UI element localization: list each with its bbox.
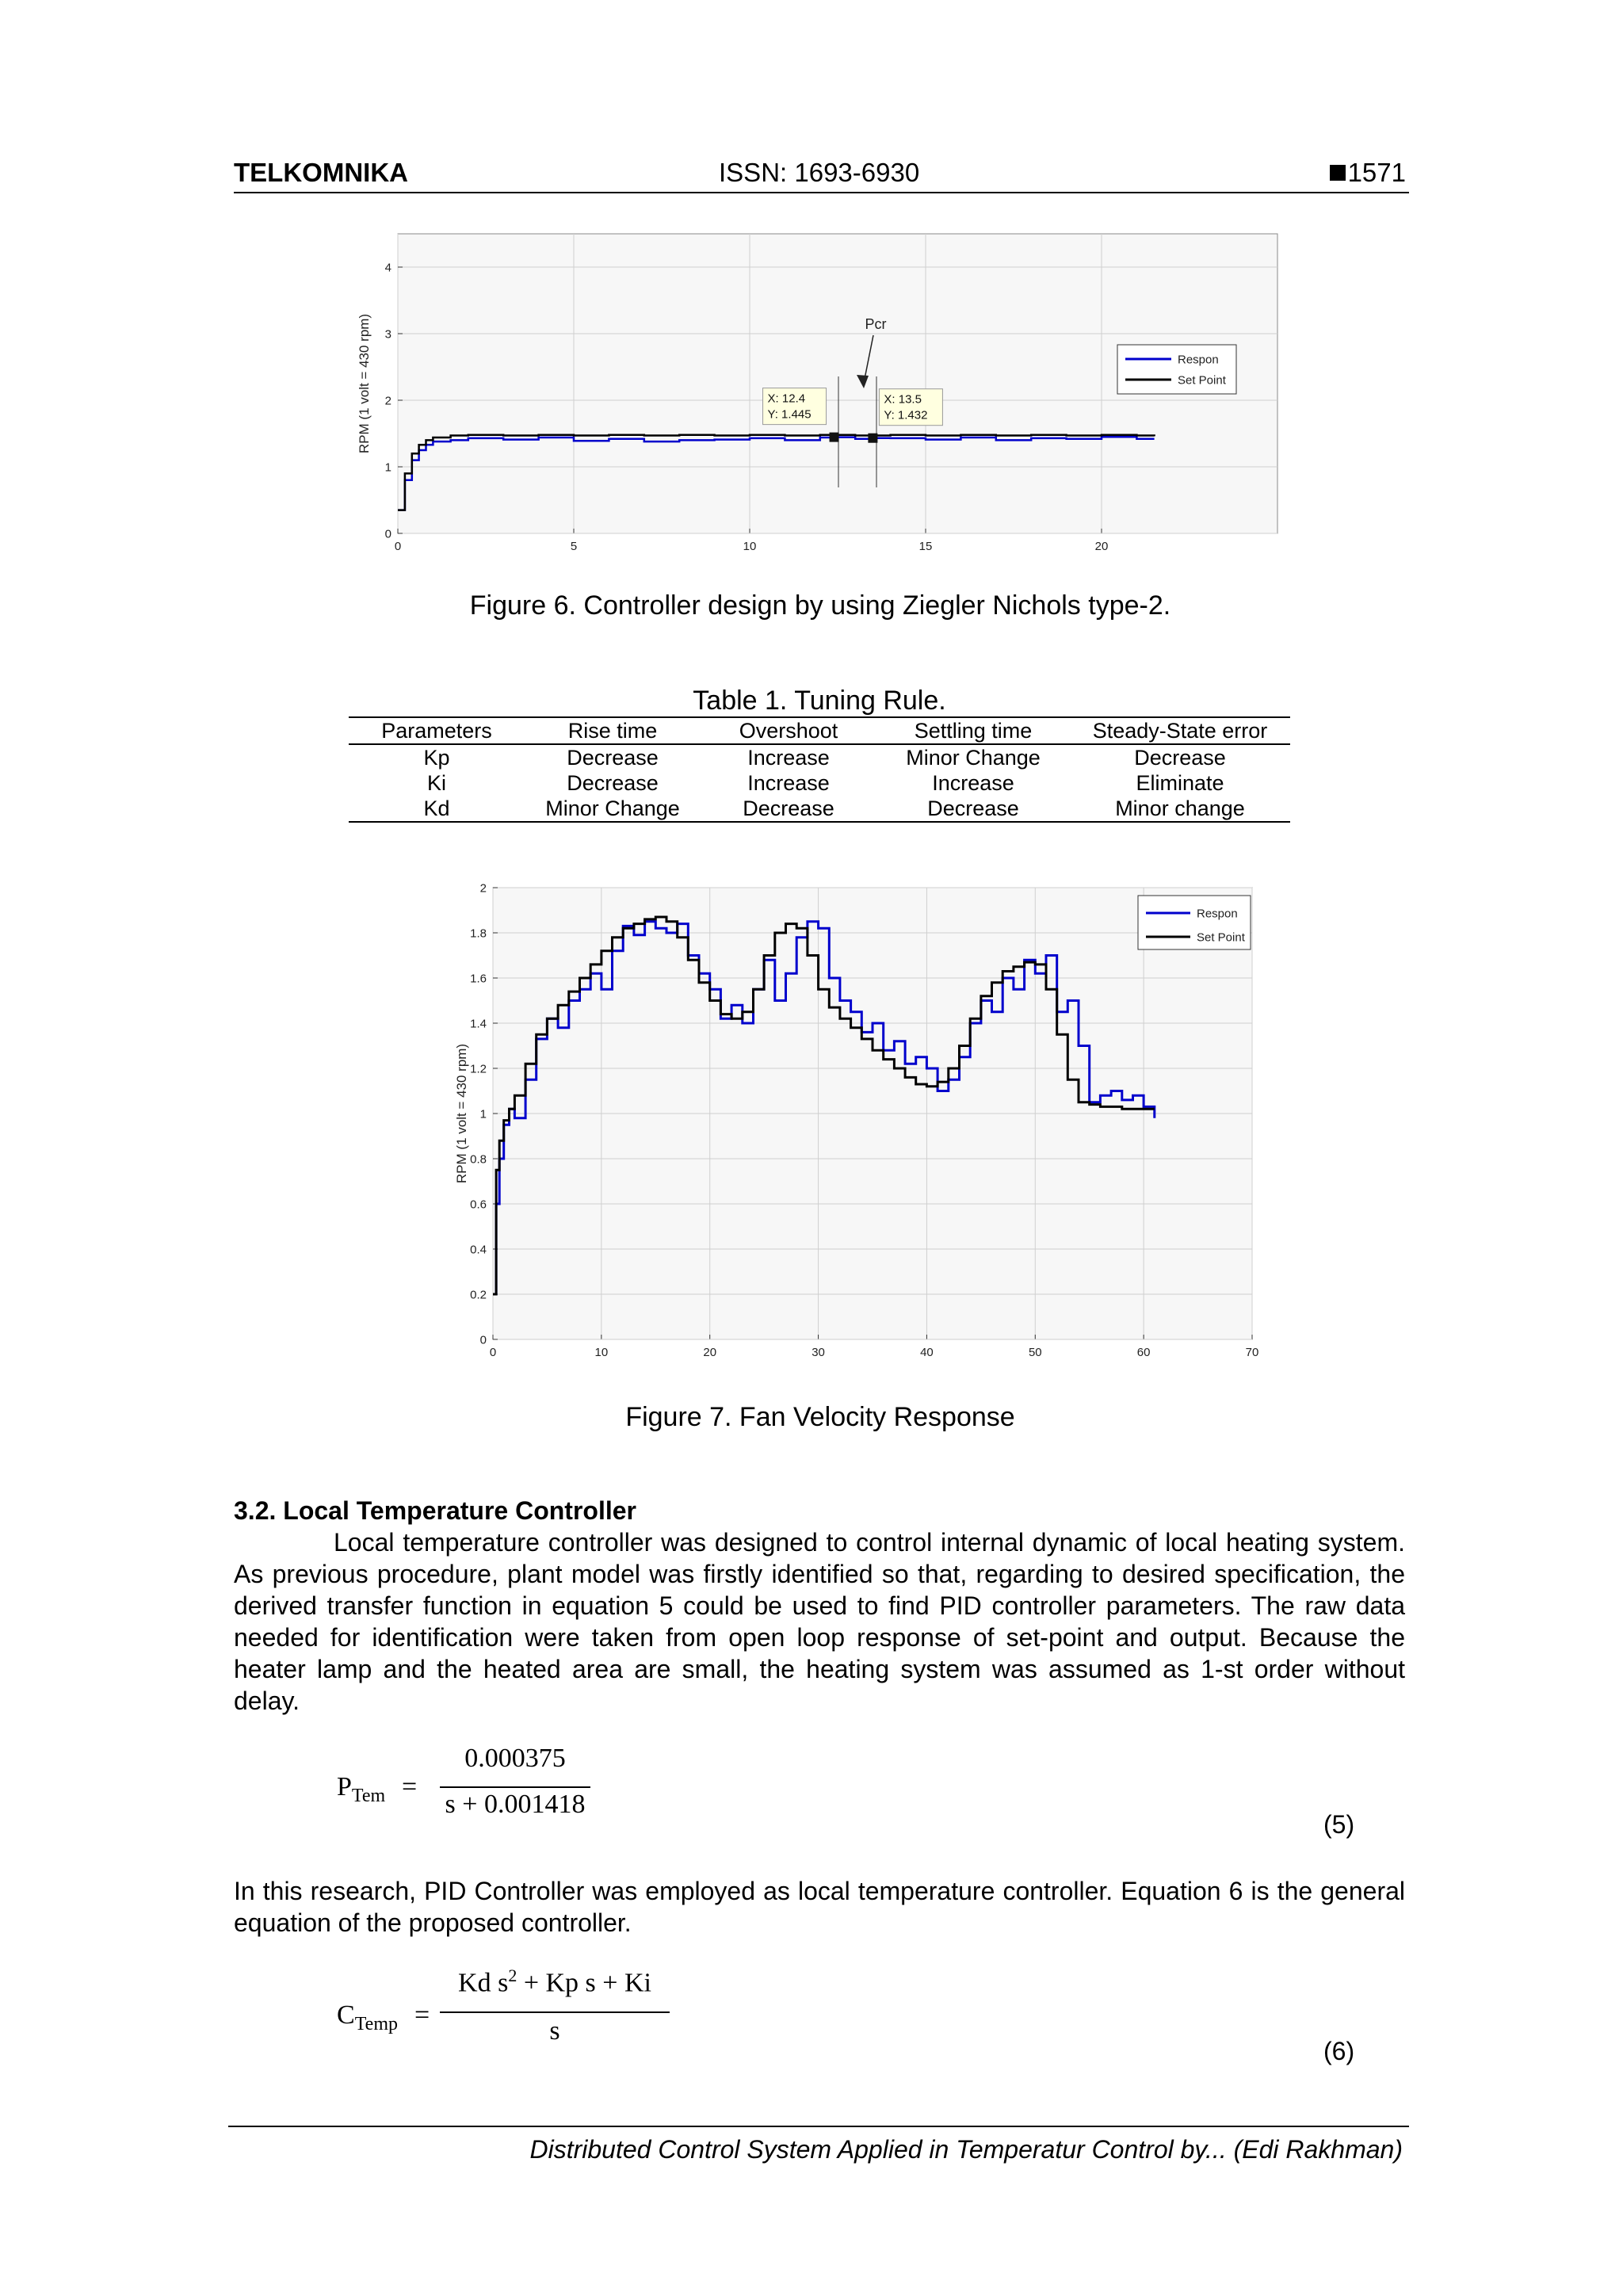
- journal-name: TELKOMNIKA: [234, 158, 408, 187]
- section-title: 3.2. Local Temperature Controller: [234, 1496, 636, 1525]
- datatip-x-text: X: 12.4: [767, 392, 806, 406]
- page-footer: Distributed Control System Applied in Temperatur Control by... (Edi Rakhman): [529, 2135, 1403, 2164]
- equation-5: [337, 1744, 622, 1836]
- table-cell: Increase: [747, 746, 830, 770]
- x-tick-label: 10: [594, 1346, 609, 1359]
- table-header-cell: Settling time: [914, 719, 1033, 743]
- table-row: [349, 796, 1290, 822]
- table-cell: Minor Change: [906, 746, 1041, 770]
- x-tick-label: 30: [812, 1346, 825, 1359]
- equation-6: [337, 1966, 670, 2064]
- y-axis-label: RPM (1 volt = 430 rpm): [357, 313, 372, 454]
- x-tick-label: 0: [489, 1346, 497, 1359]
- equation-5-number: (5): [1323, 1810, 1355, 1839]
- tuning-rule-table: [349, 716, 1290, 823]
- table-cell: Ki: [426, 771, 446, 795]
- legend-label: Set Point: [1197, 930, 1245, 945]
- table-cell: Kd: [423, 797, 450, 820]
- table-cell: Decrease: [567, 771, 659, 795]
- table-cell: Decrease: [743, 797, 834, 820]
- table-cell: Increase: [747, 771, 830, 795]
- eq6-lhs-symbol: C: [337, 2000, 355, 2030]
- eq5-numerator: 0.000375: [464, 1744, 566, 1773]
- figure-6-caption: Figure 6. Controller design by using Ziegler Nichols type-2.: [469, 590, 1171, 621]
- figure-7-caption: Figure 7. Fan Velocity Response: [625, 1402, 1015, 1432]
- datatip-y-text: Y: 1.445: [767, 407, 812, 422]
- equals-sign: =: [414, 2000, 430, 2030]
- square-bullet-icon: [1330, 165, 1346, 181]
- x-tick-label: 50: [1028, 1346, 1042, 1359]
- page-header: [234, 157, 1409, 193]
- paragraph-text: In this research, PID Controller was employed as local temperature controller. Equation 6 is the general equation of the proposed controller.: [234, 1877, 1405, 1937]
- legend-label: Respon: [1178, 353, 1219, 367]
- page-number: 1571: [1347, 158, 1406, 187]
- x-tick-label: 15: [918, 540, 933, 553]
- x-tick-label: 60: [1136, 1346, 1151, 1359]
- x-tick-label: 20: [1094, 540, 1109, 553]
- footer-rule: [228, 2126, 1409, 2127]
- eq5-denominator: s + 0.001418: [445, 1790, 586, 1819]
- table-cell: Decrease: [1134, 746, 1226, 770]
- table-row: [349, 770, 1290, 796]
- y-tick-label: 0.4: [470, 1243, 487, 1257]
- table-header-cell: Rise time: [567, 719, 658, 743]
- datatip-y-text: Y: 1.432: [884, 408, 928, 422]
- y-tick-label: 2: [479, 881, 487, 896]
- datatip-marker: [868, 434, 877, 443]
- table-cell: Kp: [423, 746, 450, 770]
- table-header-cell: Parameters: [381, 719, 492, 743]
- y-axis-label: RPM (1 volt = 430 rpm): [454, 1043, 469, 1184]
- y-tick-label: 1.6: [470, 972, 487, 986]
- y-tick-label: 0.8: [470, 1152, 487, 1167]
- x-tick-label: 70: [1245, 1346, 1259, 1359]
- table-cell: Decrease: [567, 746, 659, 770]
- table-cell: Eliminate: [1136, 771, 1224, 795]
- datatip-marker: [830, 433, 839, 442]
- equals-sign: =: [402, 1772, 418, 1801]
- eq5-lhs-sub: Tem: [351, 1785, 386, 1806]
- eq5-lhs-symbol: P: [337, 1772, 352, 1801]
- table-header-cell: Steady-State error: [1092, 719, 1268, 743]
- table-cell: Minor change: [1115, 797, 1245, 820]
- y-tick-label: 1: [384, 460, 391, 475]
- figure-7-chart: [452, 872, 1268, 1379]
- legend-label: Respon: [1197, 907, 1238, 921]
- y-tick-label: 4: [384, 261, 391, 275]
- issn: ISSN: 1693-6930: [719, 158, 920, 187]
- eq6-lhs-sub: Temp: [354, 2013, 398, 2034]
- y-tick-label: 0.2: [470, 1288, 487, 1302]
- datatip-x-text: X: 13.5: [884, 392, 922, 407]
- fraction-bar: [440, 2011, 670, 2013]
- eq6-num-exponent: 2: [508, 1966, 517, 1985]
- legend-label: Set Point: [1178, 373, 1226, 388]
- y-tick-label: 1: [479, 1107, 487, 1121]
- table-cell: Increase: [932, 771, 1014, 795]
- table-header-cell: Overshoot: [739, 719, 838, 743]
- x-tick-label: 5: [570, 540, 578, 553]
- pcr-annotation-label: Pcr: [865, 316, 887, 332]
- y-tick-label: 3: [384, 327, 391, 342]
- table-row: [349, 744, 1290, 770]
- eq6-numerator: [440, 1966, 670, 1998]
- y-tick-label: 2: [384, 394, 391, 408]
- section-paragraph-1: [234, 1526, 1405, 1717]
- eq6-denominator: s: [549, 2016, 560, 2046]
- table-header-row: [349, 717, 1290, 744]
- y-tick-label: 1.2: [470, 1062, 487, 1076]
- eq6-num-part: Kd s: [458, 1968, 509, 1998]
- x-tick-label: 10: [743, 540, 757, 553]
- eq5-lhs: [337, 1772, 385, 1807]
- x-tick-label: 0: [394, 540, 402, 553]
- y-tick-label: 1.8: [470, 926, 487, 941]
- eq6-num-part: + Kp s + Ki: [517, 1968, 651, 1998]
- y-tick-label: 0: [384, 527, 391, 541]
- eq6-lhs: [337, 2000, 398, 2035]
- equation-6-number: (6): [1323, 2037, 1355, 2065]
- fraction-bar: [440, 1786, 590, 1788]
- paragraph-text: Local temperature controller was designed to control internal dynamic of local heating system. As previous procedure, plant model was firstly identified so that, regarding to desired specification, the derived transfer function in equation 5 could be used to find PID controller parameters. The raw data needed for identification were taken from open loop response of set-point and output. Because the heater lamp and the heated area are small, the heating system was assumed as 1-st order without delay.: [234, 1528, 1405, 1715]
- table-1-caption: Table 1. Tuning Rule.: [693, 686, 946, 716]
- x-tick-label: 20: [703, 1346, 717, 1359]
- section-paragraph-2: [234, 1875, 1405, 1939]
- y-tick-label: 0: [479, 1333, 487, 1347]
- table-cell: Decrease: [927, 797, 1019, 820]
- figure-6-chart: [349, 226, 1292, 563]
- table-cell: Minor Change: [545, 797, 680, 820]
- x-tick-label: 40: [920, 1346, 934, 1359]
- y-tick-label: 1.4: [470, 1017, 487, 1031]
- y-tick-label: 0.6: [470, 1198, 487, 1212]
